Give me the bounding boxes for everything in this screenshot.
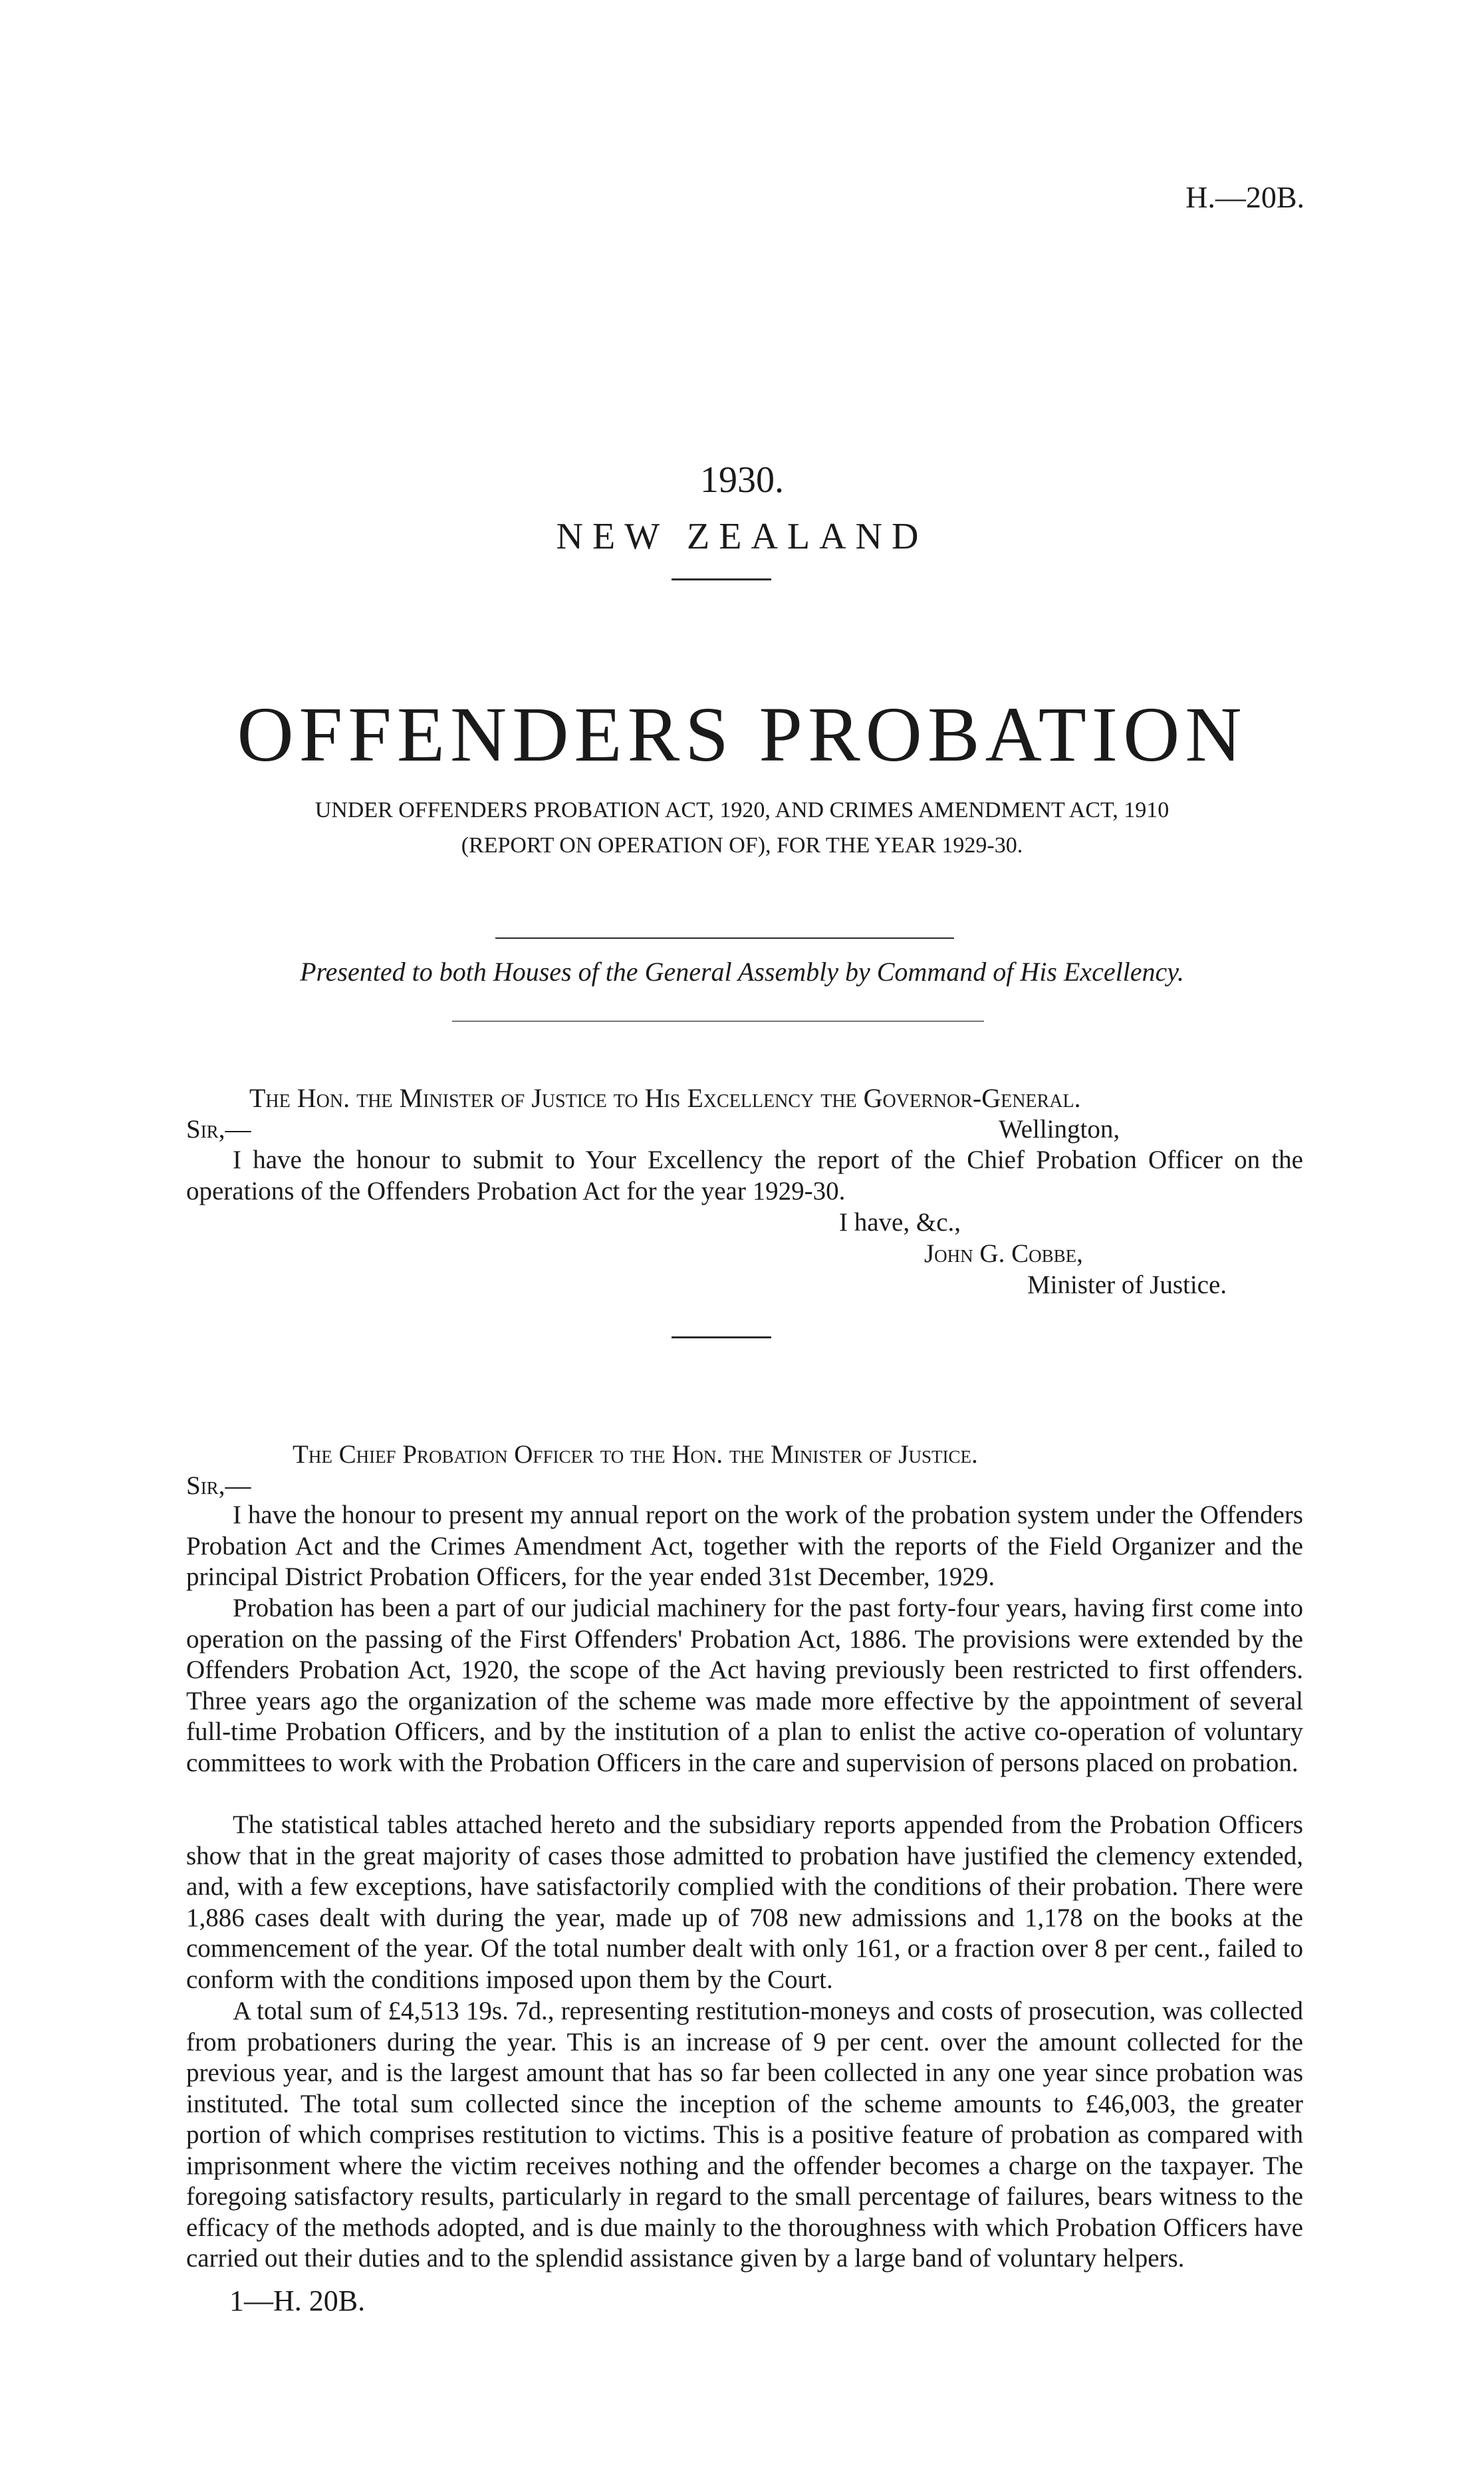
letter2-paragraph-3: The statistical tables attached hereto and the subsidiary reports appended from the Probation Officers show that in the great majority of cases those admitted to probation have justified the clemency extended, and, with a few exceptions, have satisfactorily complied with the conditions of their probation. There were 1,886 cases dealt with during the year, made up of 708 new admissions and 1,178 on the books at the commencement of the year. Of the total number dealt with only 161, or a fraction over 8 per cent., failed to conform with the conditions imposed upon them by the Court.: [186, 1810, 1303, 1994]
subtitle-line-2: (REPORT ON OPERATION OF), FOR THE YEAR 1929-30.: [461, 833, 1023, 858]
letter1-heading: The Hon. the Minister of Justice to His Excellency the Governor-General.: [249, 1083, 1081, 1113]
divider: [495, 937, 954, 939]
letter1-signatory: John G. Cobbe,: [924, 1239, 1083, 1268]
year: 1930.: [700, 459, 784, 501]
presented-line: Presented to both Houses of the General Assembly by Command of His Excellency.: [300, 957, 1184, 987]
divider: [452, 1021, 984, 1022]
subtitle-line-1: UNDER OFFENDERS PROBATION ACT, 1920, AND CRIMES AMENDMENT ACT, 1910: [314, 798, 1170, 822]
letter1-body: I have the honour to submit to Your Excellency the report of the Chief Probation Officer on the operations of the Offenders Probation Act for the year 1929-30.: [186, 1146, 1303, 1205]
letter1-signatory-title: Minister of Justice.: [1027, 1271, 1227, 1299]
letter1-salutation: Sir,—: [186, 1115, 251, 1144]
country-heading: NEW ZEALAND: [556, 516, 928, 557]
divider: [672, 578, 771, 580]
document-title: OFFENDERS PROBATION: [237, 691, 1247, 778]
letter1-place: Wellington,: [999, 1115, 1120, 1144]
letter2-paragraph-2: Probation has been a part of our judicial machinery for the past forty-four years, having first come into operation on the passing of the First Offenders' Probation Act, 1886. The provisions were extended by the Offenders Probation Act, 1920, the scope of the Act having previously been restricted to first offenders. Three years ago the organization of the scheme was made more effective by the appointment of several full-time Probation Officers, and by the institution of a plan to enlist the active co-operation of voluntary committees to work with the Probation Officers in the care and supervision of persons placed on probation.: [186, 1594, 1303, 1777]
letter2-salutation: Sir,—: [186, 1471, 251, 1500]
page-reference: H.—20B.: [1185, 180, 1304, 214]
divider: [672, 1336, 771, 1338]
footer-reference: 1—H. 20B.: [229, 2284, 366, 2317]
letter1-closing: I have, &c.,: [839, 1208, 961, 1237]
letter2-paragraph-4: A total sum of £4,513 19s. 7d., representing restitution-moneys and costs of prosecution, was collected from probationers during the year. This is an increase of 9 per cent. over the amount collected for the previous year, and is the largest amount that has so far been collected in any one year since probation was instituted. The total sum collected since the inception of the scheme amounts to £46,003, the greater portion of which comprises restitution to victims. This is a positive feature of probation as compared with imprisonment where the victim receives nothing and the offender becomes a charge on the taxpayer. The foregoing satisfactory results, particularly in regard to the small percentage of failures, bears witness to the efficacy of the methods adopted, and is due mainly to the thoroughness with which Probation Officers have carried out their duties and to the splendid assistance given by a large band of voluntary helpers.: [186, 1997, 1303, 2273]
letter2-paragraph-1: I have the honour to present my annual report on the work of the probation system under the Offenders Probation Act and the Crimes Amendment Act, together with the reports of the Field Organizer and the principal District Probation Officers, for the year ended 31st December, 1929.: [186, 1501, 1303, 1591]
letter2-heading: The Chief Probation Officer to the Hon. the Minister of Justice.: [293, 1440, 978, 1469]
